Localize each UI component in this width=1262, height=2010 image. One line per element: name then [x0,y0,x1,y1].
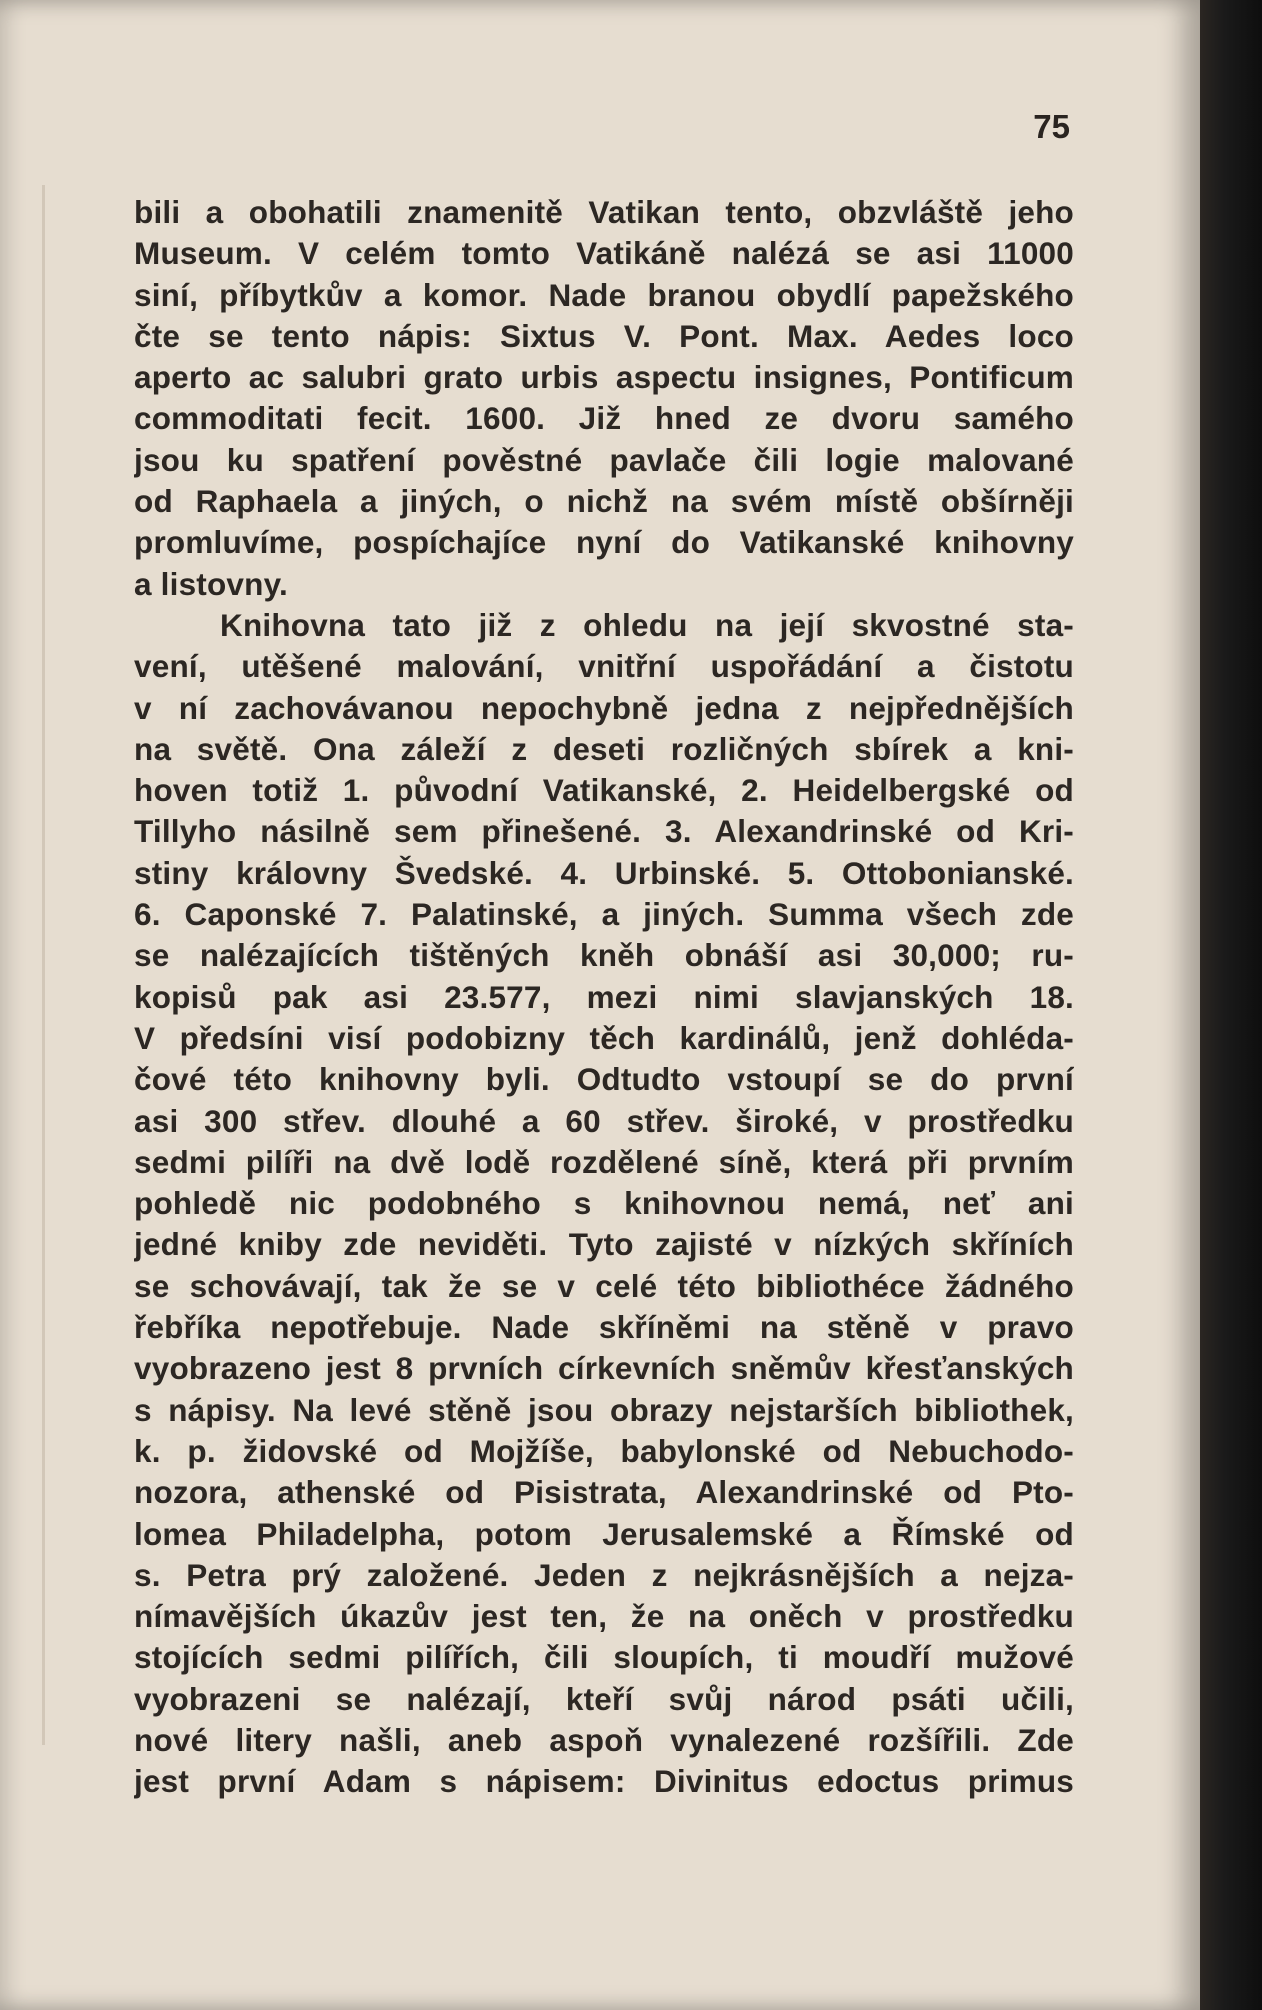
text-line: asi 300 střev. dlouhé a 60 střev. široké, v prostředku [134,1102,1074,1139]
text-line: vení, utěšené malování, vnitřní uspořádání a čistotu [134,648,1074,685]
text-line: na světě. Ona záleží z deseti rozličných sbírek a kni- [134,730,1074,767]
text-line: nozora, athenské od Pisistrata, Alexandrinské od Pto- [134,1474,1074,1511]
page-edge-shadow [42,185,45,1745]
text-line: k. p. židovské od Mojžíše, babylonské od Nebuchodo- [134,1432,1074,1469]
text-line: hoven totiž 1. původní Vatikanské, 2. Heidelbergské od [134,772,1074,809]
text-line: 6. Caponské 7. Palatinské, a jiných. Summa všech zde [134,896,1074,933]
book-spine [1200,0,1262,2010]
text-line: lomea Philadelpha, potom Jerusalemské a Římské od [134,1515,1074,1552]
text-line: od Raphaela a jiných, o nichž na svém místě obšírněji [134,483,1074,520]
text-line: vyobrazeno jest 8 prvních církevních sněmův křesťanských [134,1350,1074,1387]
text-line: commoditati fecit. 1600. Již hned ze dvoru samého [134,400,1074,437]
text-line: čte se tento nápis: Sixtus V. Pont. Max. Aedes loco [134,317,1074,354]
text-line: sedmi pilíři na dvě lodě rozdělené síně, která při prvním [134,1143,1074,1180]
text-line: s nápisy. Na levé stěně jsou obrazy nejstarších bibliothek, [134,1391,1074,1428]
text-line: promluvíme, pospíchajíce nyní do Vatikanské knihovny [134,524,1074,561]
text-line: nímavějších úkazův jest ten, že na oněch v prostředku [134,1598,1074,1635]
text-line: jedné kniby zde neviděti. Tyto zajisté v nízkých skříních [134,1226,1074,1263]
text-line: v ní zachovávanou nepochybně jedna z nejpřednějších [134,689,1074,726]
text-line: bili a obohatili znamenitě Vatikan tento, obzvláště jeho [134,194,1074,230]
text-line: pohledě nic podobného s knihovnou nemá, neť ani [134,1185,1074,1222]
text-line: Knihovna tato již z ohledu na její skvostné sta- [220,606,1074,643]
text-line: Museum. V celém tomto Vatikáně nalézá se asi 11000 [134,235,1074,272]
text-line: siní, příbytkův a komor. Nade branou obydlí papežského [134,276,1074,313]
text-line: a listovny. [134,565,288,602]
text-line: jest první Adam s nápisem: Divinitus edoctus primus [134,1763,1074,1800]
page-number: 75 [1033,108,1070,145]
text-line: nové litery našli, aneb aspoň vynalezené rozšířili. Zde [134,1721,1074,1758]
text-line: vyobrazeni se nalézají, kteří svůj národ psáti učili, [134,1680,1074,1717]
text-line: V předsíni visí podobizny těch kardinálů, jenž dohléda- [134,1019,1074,1056]
text-line: se nalézajících tištěných kněh obnáší asi 30,000; ru- [134,937,1074,974]
text-line: stiny královny Švedské. 4. Urbinské. 5. Ottobonianské. [134,854,1074,891]
text-line: aperto ac salubri grato urbis aspectu insignes, Pontificum [134,359,1074,396]
body-text [134,192,1074,1803]
text-line: čové této knihovny byli. Odtudto vstoupí se do první [134,1061,1074,1098]
text-line: kopisů pak asi 23.577, mezi nimi slavjanských 18. [134,978,1074,1015]
text-line: jsou ku spatření pověstné pavlače čili logie malované [134,441,1074,478]
text-line: řebříka nepotřebuje. Nade skříněmi na stěně v pravo [134,1309,1074,1346]
text-line: s. Petra prý založené. Jeden z nejkrásnějších a nejza- [134,1556,1074,1593]
text-line: se schovávají, tak že se v celé této bibliothéce žádného [134,1267,1074,1304]
text-line: stojících sedmi pilířích, čili sloupích, ti moudří mužové [134,1639,1074,1676]
text-line: Tillyho násilně sem přinešené. 3. Alexandrinské od Kri- [134,813,1074,850]
